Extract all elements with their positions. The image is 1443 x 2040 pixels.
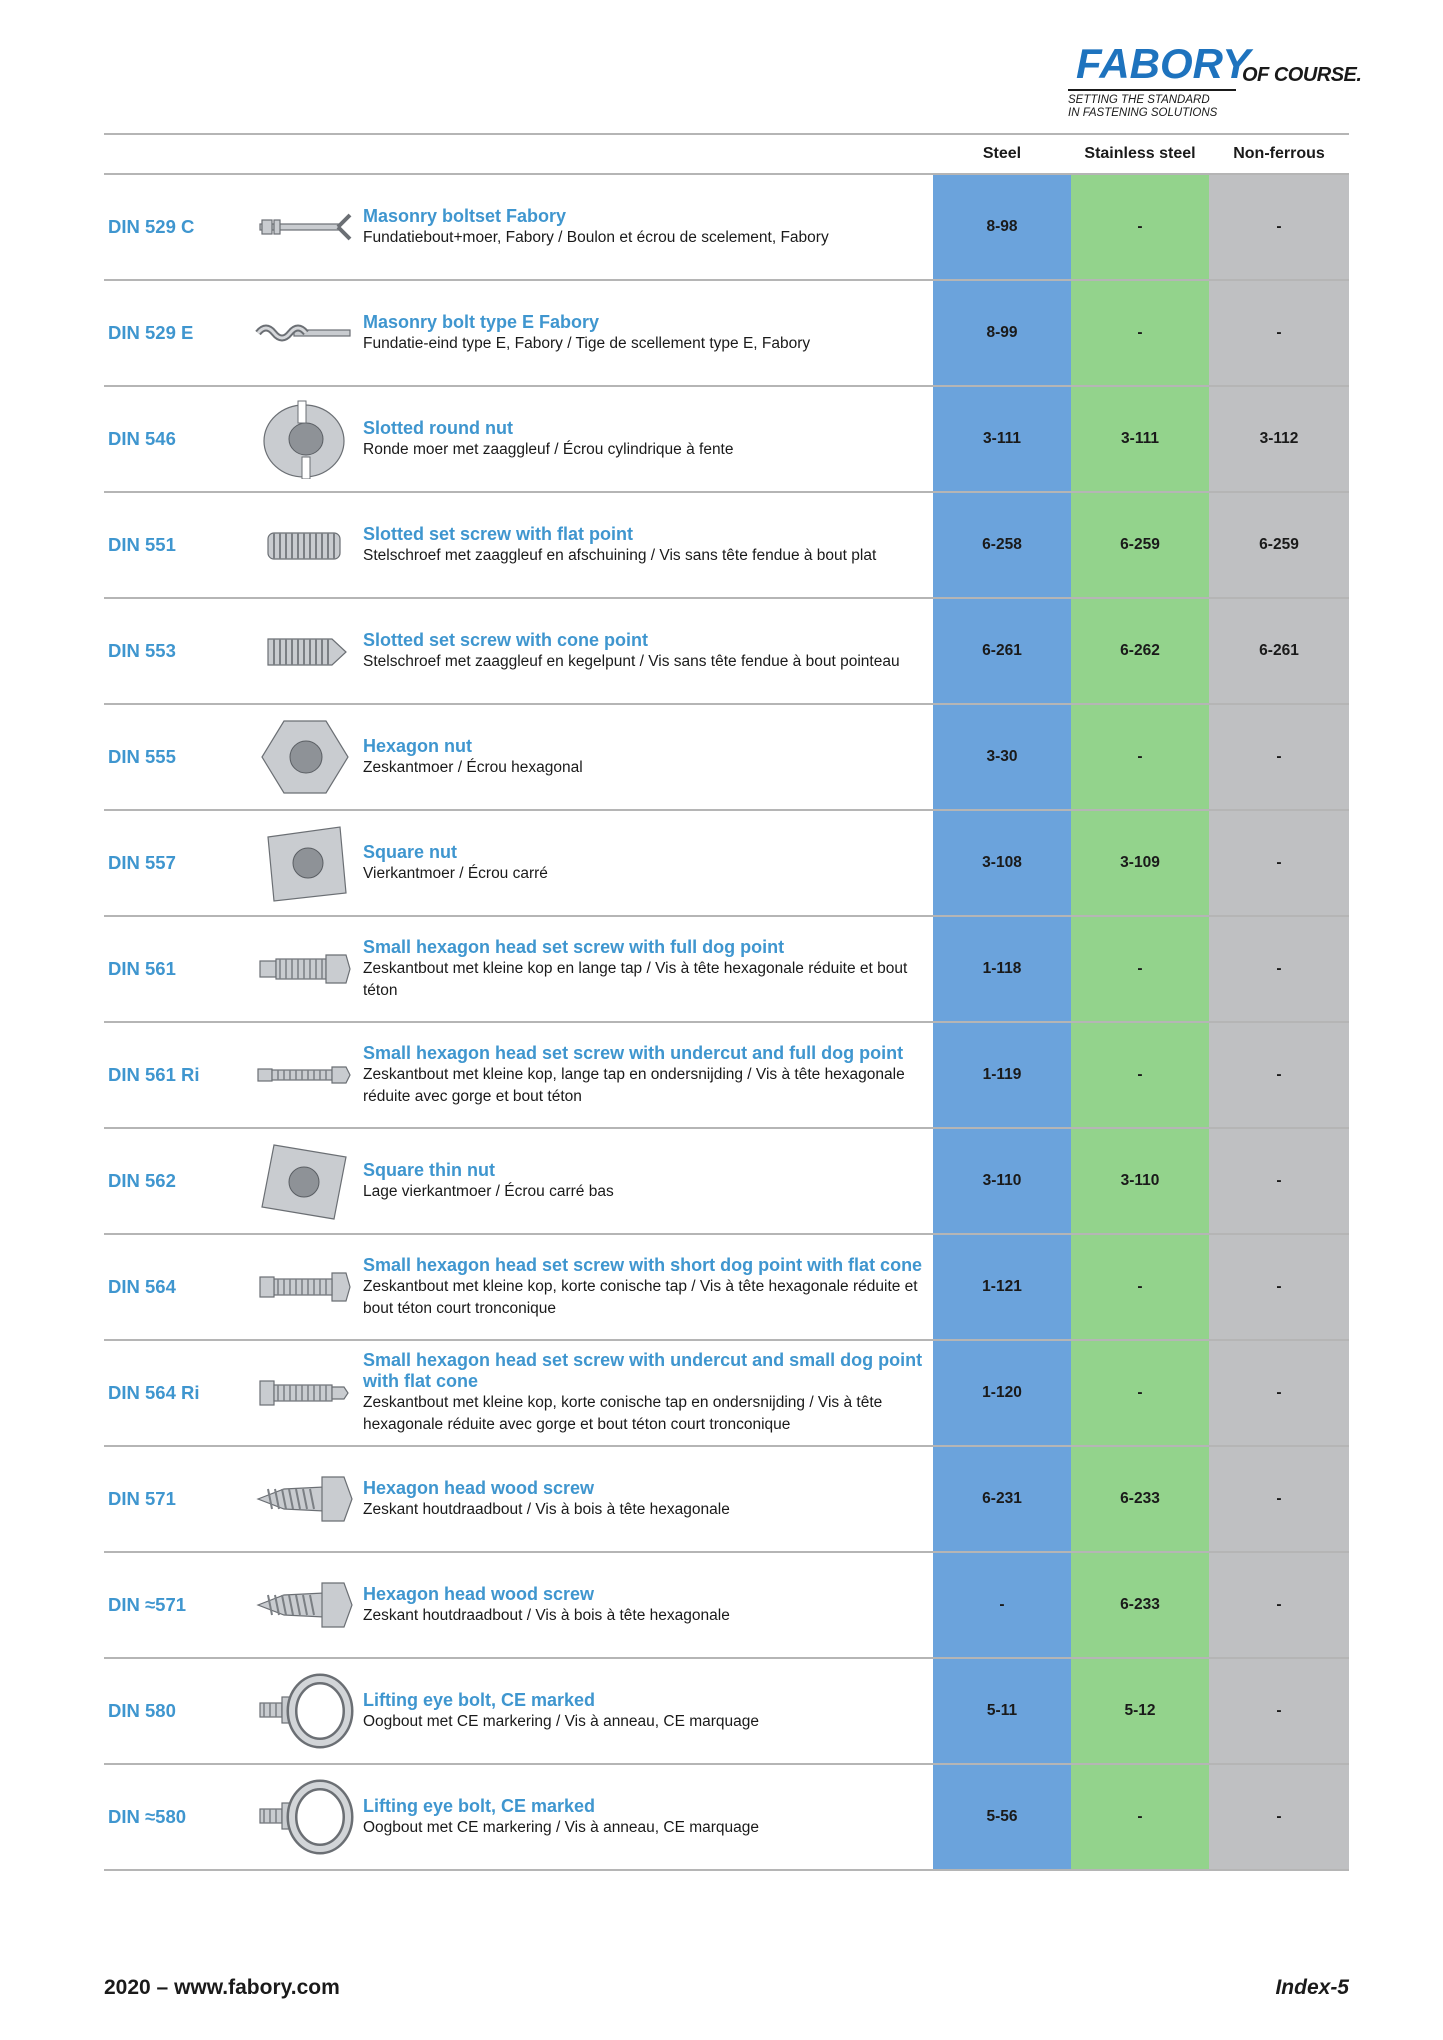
table-row [104, 1235, 1349, 1341]
steel-page-ref: 1-118 [933, 917, 1071, 1021]
din-code: DIN 561 Ri [108, 1064, 200, 1085]
product-translations: Zeskant houtdraadbout / Vis à bois à tête hexagonale [363, 1606, 730, 1624]
product-title[interactable]: Slotted round nut [363, 417, 513, 438]
product-title[interactable]: Hexagon head wood screw [363, 1583, 595, 1604]
product-description [363, 1023, 931, 1127]
non-ferrous-page-ref: - [1209, 281, 1349, 385]
product-translations: Zeskantbout met kleine kop, korte conische tap en ondersnijding / Vis à tête hexagonale réduite avec gorge et bout téton court tronconique [363, 1394, 883, 1433]
set-screw-cone-point-icon [254, 611, 354, 691]
product-title[interactable]: Slotted set screw with flat point [363, 523, 634, 544]
stainless-steel-page-ref: - [1071, 1023, 1209, 1127]
header-non-ferrous: Non-ferrous [1233, 145, 1325, 162]
table-header [104, 133, 1349, 175]
table-row [104, 917, 1349, 1023]
product-title[interactable]: Square thin nut [363, 1159, 495, 1180]
stainless-steel-page-ref: 5-12 [1071, 1659, 1209, 1763]
steel-page-ref: 6-258 [933, 493, 1071, 597]
table-row [104, 599, 1349, 705]
steel-page-ref: 3-111 [933, 387, 1071, 491]
stainless-steel-page-ref: - [1071, 175, 1209, 279]
lifting-eye-bolt-icon [254, 1777, 354, 1857]
table-row [104, 387, 1349, 493]
product-title[interactable]: Masonry bolt type E Fabory [363, 311, 600, 332]
logo-tagline-line-2: IN FASTENING SOLUTIONS [1068, 107, 1218, 119]
din-code: DIN 564 Ri [108, 1382, 200, 1403]
logo-tagline [1068, 94, 1217, 120]
stainless-steel-page-ref: - [1071, 917, 1209, 1021]
set-screw-flat-point-icon [254, 505, 354, 585]
steel-page-ref: 6-261 [933, 599, 1071, 703]
din-code: DIN 551 [108, 534, 176, 555]
stainless-steel-page-ref: - [1071, 281, 1209, 385]
steel-page-ref: 3-108 [933, 811, 1071, 915]
stainless-steel-page-ref: 3-110 [1071, 1129, 1209, 1233]
stainless-steel-page-ref: - [1071, 1341, 1209, 1445]
product-translations: Zeskantbout met kleine kop, korte conische tap / Vis à tête hexagonale réduite et bout téton court tronconique [363, 1277, 918, 1317]
din-code: DIN 562 [108, 1170, 176, 1191]
steel-page-ref: 1-120 [933, 1341, 1071, 1445]
lifting-eye-bolt-icon [254, 1671, 354, 1751]
stainless-steel-page-ref: 3-111 [1071, 387, 1209, 491]
non-ferrous-page-ref: - [1209, 1235, 1349, 1339]
table-row [104, 705, 1349, 811]
din-code: DIN 580 [108, 1700, 176, 1721]
table-row [104, 1765, 1349, 1871]
table-row [104, 1341, 1349, 1447]
din-code: DIN ≈580 [108, 1806, 187, 1827]
product-title[interactable]: Hexagon head wood screw [363, 1477, 595, 1498]
product-translations: Oogbout met CE markering / Vis à anneau, CE marquage [363, 1712, 760, 1730]
stainless-steel-page-ref: - [1071, 1765, 1209, 1869]
product-description [363, 175, 931, 279]
product-description [363, 599, 931, 703]
product-description [363, 1659, 931, 1763]
product-description [363, 1129, 931, 1233]
header-steel: Steel [982, 145, 1022, 162]
stainless-steel-page-ref: 6-262 [1071, 599, 1209, 703]
table-row [104, 1553, 1349, 1659]
table-row [104, 1447, 1349, 1553]
non-ferrous-page-ref: - [1209, 1659, 1349, 1763]
steel-page-ref: 6-231 [933, 1447, 1071, 1551]
table-row [104, 1023, 1349, 1129]
hex-set-screw-undercut-small-dog-icon [254, 1353, 354, 1433]
non-ferrous-page-ref: - [1209, 1023, 1349, 1127]
steel-page-ref: 8-98 [933, 175, 1071, 279]
product-translations: Zeskant houtdraadbout / Vis à bois à tête hexagonale [363, 1500, 730, 1518]
steel-page-ref: 3-30 [933, 705, 1071, 809]
masonry-boltset-icon [254, 187, 354, 267]
product-translations: Stelschroef met zaaggleuf en afschuining / Vis sans tête fendue à bout plat [363, 546, 877, 564]
non-ferrous-page-ref: 3-112 [1209, 387, 1349, 491]
non-ferrous-page-ref: - [1209, 1129, 1349, 1233]
product-description [363, 281, 931, 385]
product-description [363, 493, 931, 597]
non-ferrous-page-ref: 6-261 [1209, 599, 1349, 703]
product-translations: Vierkantmoer / Écrou carré [363, 864, 548, 882]
product-translations: Fundatie-eind type E, Fabory / Tige de scellement type E, Fabory [363, 334, 811, 352]
stainless-steel-page-ref: 6-259 [1071, 493, 1209, 597]
product-title[interactable]: Small hexagon head set screw with full dog point [363, 936, 785, 957]
slotted-round-nut-icon [254, 399, 354, 479]
logo-slogan: OF COURSE. [1242, 64, 1362, 86]
product-translations: Stelschroef met zaaggleuf en kegelpunt / Vis sans tête fendue à bout pointeau [363, 652, 900, 670]
product-title[interactable]: Lifting eye bolt, CE marked [363, 1689, 596, 1710]
din-code: DIN 557 [108, 852, 176, 873]
hex-wood-screw-icon [254, 1459, 354, 1539]
logo-underline [1068, 89, 1236, 91]
footer-website: 2020 – www.fabory.com [104, 1976, 340, 1999]
non-ferrous-page-ref: - [1209, 811, 1349, 915]
din-code: DIN 564 [108, 1276, 176, 1297]
product-description [363, 917, 931, 1021]
stainless-steel-page-ref: 3-109 [1071, 811, 1209, 915]
logo-brand-name: FABORY [1076, 40, 1251, 87]
table-row [104, 175, 1349, 281]
din-code: DIN 555 [108, 746, 176, 767]
steel-page-ref: - [933, 1553, 1071, 1657]
stainless-steel-page-ref: - [1071, 1235, 1209, 1339]
non-ferrous-page-ref: - [1209, 1765, 1349, 1869]
product-title[interactable]: Small hexagon head set screw with short dog point with flat cone [363, 1254, 923, 1275]
stainless-steel-page-ref: - [1071, 705, 1209, 809]
non-ferrous-page-ref: 6-259 [1209, 493, 1349, 597]
table-row [104, 281, 1349, 387]
table-body [104, 175, 1349, 1871]
steel-page-ref: 1-121 [933, 1235, 1071, 1339]
steel-page-ref: 5-56 [933, 1765, 1071, 1869]
din-code: DIN 553 [108, 640, 176, 661]
din-code: DIN 529 E [108, 322, 194, 343]
product-title[interactable]: Small hexagon head set screw with undercut and small dog point with flat cone [363, 1350, 923, 1391]
product-title[interactable]: Small hexagon head set screw with undercut and full dog point [363, 1042, 904, 1063]
product-translations: Zeskantbout met kleine kop, lange tap en ondersnijding / Vis à tête hexagonale réduite avec gorge et bout téton [363, 1065, 905, 1105]
product-description [363, 1447, 931, 1551]
din-code: DIN 571 [108, 1488, 176, 1509]
product-description [363, 1553, 931, 1657]
masonry-bolt-type-e-icon [254, 293, 354, 373]
product-translations: Zeskantbout met kleine kop en lange tap / Vis à tête hexagonale réduite et bout téton [363, 959, 908, 999]
product-translations: Lage vierkantmoer / Écrou carré bas [363, 1182, 614, 1200]
din-code: DIN 561 [108, 958, 176, 979]
square-nut-icon [254, 823, 354, 903]
product-translations: Ronde moer met zaaggleuf / Écrou cylindrique à fente [363, 440, 734, 458]
non-ferrous-page-ref: - [1209, 1553, 1349, 1657]
non-ferrous-page-ref: - [1209, 705, 1349, 809]
table-row [104, 1659, 1349, 1765]
table-row [104, 811, 1349, 917]
product-title[interactable]: Slotted set screw with cone point [363, 629, 649, 650]
product-description [363, 1765, 931, 1869]
logo-tagline-line-1: SETTING THE STANDARD [1068, 94, 1210, 106]
product-description [363, 811, 931, 915]
steel-page-ref: 3-110 [933, 1129, 1071, 1233]
footer-page-number: Index-5 [1275, 1976, 1349, 1999]
steel-page-ref: 1-119 [933, 1023, 1071, 1127]
table-row [104, 493, 1349, 599]
hexagon-nut-icon [254, 717, 354, 797]
product-title[interactable]: Hexagon nut [363, 735, 473, 756]
product-title[interactable]: Lifting eye bolt, CE marked [363, 1795, 596, 1816]
product-translations: Oogbout met CE markering / Vis à anneau, CE marquage [363, 1818, 760, 1836]
header-stainless-steel: Stainless steel [1084, 145, 1196, 162]
non-ferrous-page-ref: - [1209, 1341, 1349, 1445]
product-translations: Zeskantmoer / Écrou hexagonal [363, 758, 583, 776]
square-thin-nut-icon [254, 1141, 354, 1221]
product-translations: Fundatiebout+moer, Fabory / Boulon et écrou de scelement, Fabory [363, 228, 829, 246]
non-ferrous-page-ref: - [1209, 1447, 1349, 1551]
product-description [363, 387, 931, 491]
hex-set-screw-undercut-icon [254, 1035, 354, 1115]
non-ferrous-page-ref: - [1209, 917, 1349, 1021]
product-title[interactable]: Square nut [363, 841, 458, 862]
din-code: DIN ≈571 [108, 1594, 187, 1615]
din-code: DIN 529 C [108, 216, 195, 237]
product-title[interactable]: Masonry boltset Fabory [363, 205, 567, 226]
din-code: DIN 546 [108, 428, 176, 449]
hex-set-screw-short-dog-icon [254, 1247, 354, 1327]
product-description [363, 1235, 931, 1339]
product-description [363, 1341, 931, 1445]
hex-wood-screw-icon [254, 1565, 354, 1645]
hex-set-screw-dog-point-icon [254, 929, 354, 1009]
table-row [104, 1129, 1349, 1235]
stainless-steel-page-ref: 6-233 [1071, 1447, 1209, 1551]
product-description [363, 705, 931, 809]
product-index-table [104, 133, 1349, 1871]
stainless-steel-page-ref: 6-233 [1071, 1553, 1209, 1657]
steel-page-ref: 8-99 [933, 281, 1071, 385]
fabory-logo [1068, 42, 1368, 124]
non-ferrous-page-ref: - [1209, 175, 1349, 279]
steel-page-ref: 5-11 [933, 1659, 1071, 1763]
